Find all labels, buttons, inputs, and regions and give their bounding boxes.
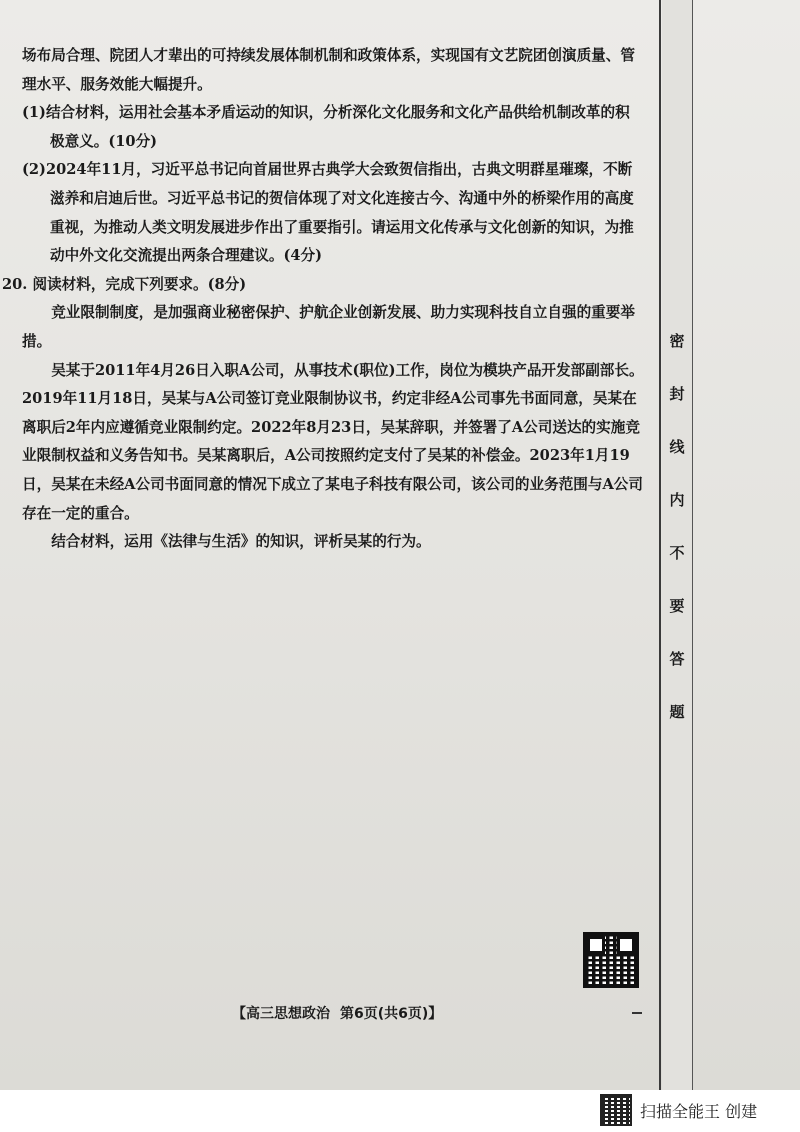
scanner-qr-icon — [600, 1094, 632, 1126]
seal-char: 内 — [669, 491, 685, 509]
question-2: (2)2024年11月，习近平总书记向首届世界古典学大会致贺信指出，古典文明群星璀璨，不断滋养和启迪后世。习近平总书记的贺信体现了对文化连接古今、沟通中外的桥梁作用的高度重视，为推动人类文明发展进步作出了重要指引。请运用文化传承与文化创新的知识，为推动中外文化交流提出两条合理建议。(4分) — [22, 161, 634, 265]
material-paragraph-2: 吴某于2011年4月26日入职A公司，从事技术(职位)工作，岗位为模块产品开发部副部长。2019年11月18日，吴某与A公司签订竞业限制协议书，约定非经A公司事先书面同意，吴某在离职后2年内应遵循竞业限制约定。2022年8月23日，吴某辞职，并签署了A公司送达的实施竞业限制权益和义务告知书。吴某离职后，A公司按照约定支付了吴某的补偿金。2023年1月19日，吴某在未经A公司书面同意的情况下成立了某电子科技有限公司，该公司的业务范围与A公司存在一定的重合。 — [22, 361, 644, 522]
material-continuation: 场布局合理、院团人才辈出的可持续发展体制机制和政策体系，实现国有文艺院团创演质量、管理水平、服务效能大幅提升。 — [22, 47, 635, 93]
material-paragraph-1: 竞业限制制度，是加强商业秘密保护、护航企业创新发展、助力实现科技自立自强的重要举措。 — [22, 304, 635, 350]
seal-notice — [664, 330, 690, 754]
question-text — [2, 42, 644, 557]
binding-line — [659, 0, 661, 1090]
question-1: (1)结合材料，运用社会基本矛盾运动的知识，分析深化文化服务和文化产品供给机制改革的积极意义。(10分) — [22, 104, 630, 150]
footer-page: 第6页(共6页)】 — [340, 1006, 443, 1022]
question-20-heading: 20. 阅读材料，完成下列要求。(8分) — [2, 275, 247, 293]
seal-char: 题 — [669, 703, 685, 721]
seal-char: 答 — [669, 650, 685, 668]
seal-char: 封 — [669, 385, 685, 403]
footer-dash — [632, 1012, 642, 1014]
scanner-watermark — [600, 1094, 757, 1126]
qr-code-icon — [583, 932, 639, 988]
seal-char: 线 — [669, 438, 685, 456]
seal-char: 不 — [669, 544, 685, 562]
page-footer — [232, 1003, 452, 1023]
seal-char: 密 — [669, 332, 685, 350]
question-20-task: 结合材料，运用《法律与生活》的知识，评析吴某的行为。 — [51, 533, 431, 551]
footer-subject: 【高三思想政治 — [232, 1006, 330, 1022]
scanner-label: 扫描全能王 创建 — [640, 1101, 758, 1121]
bleed-through-shadow — [40, 540, 640, 870]
seal-char: 要 — [669, 597, 685, 615]
